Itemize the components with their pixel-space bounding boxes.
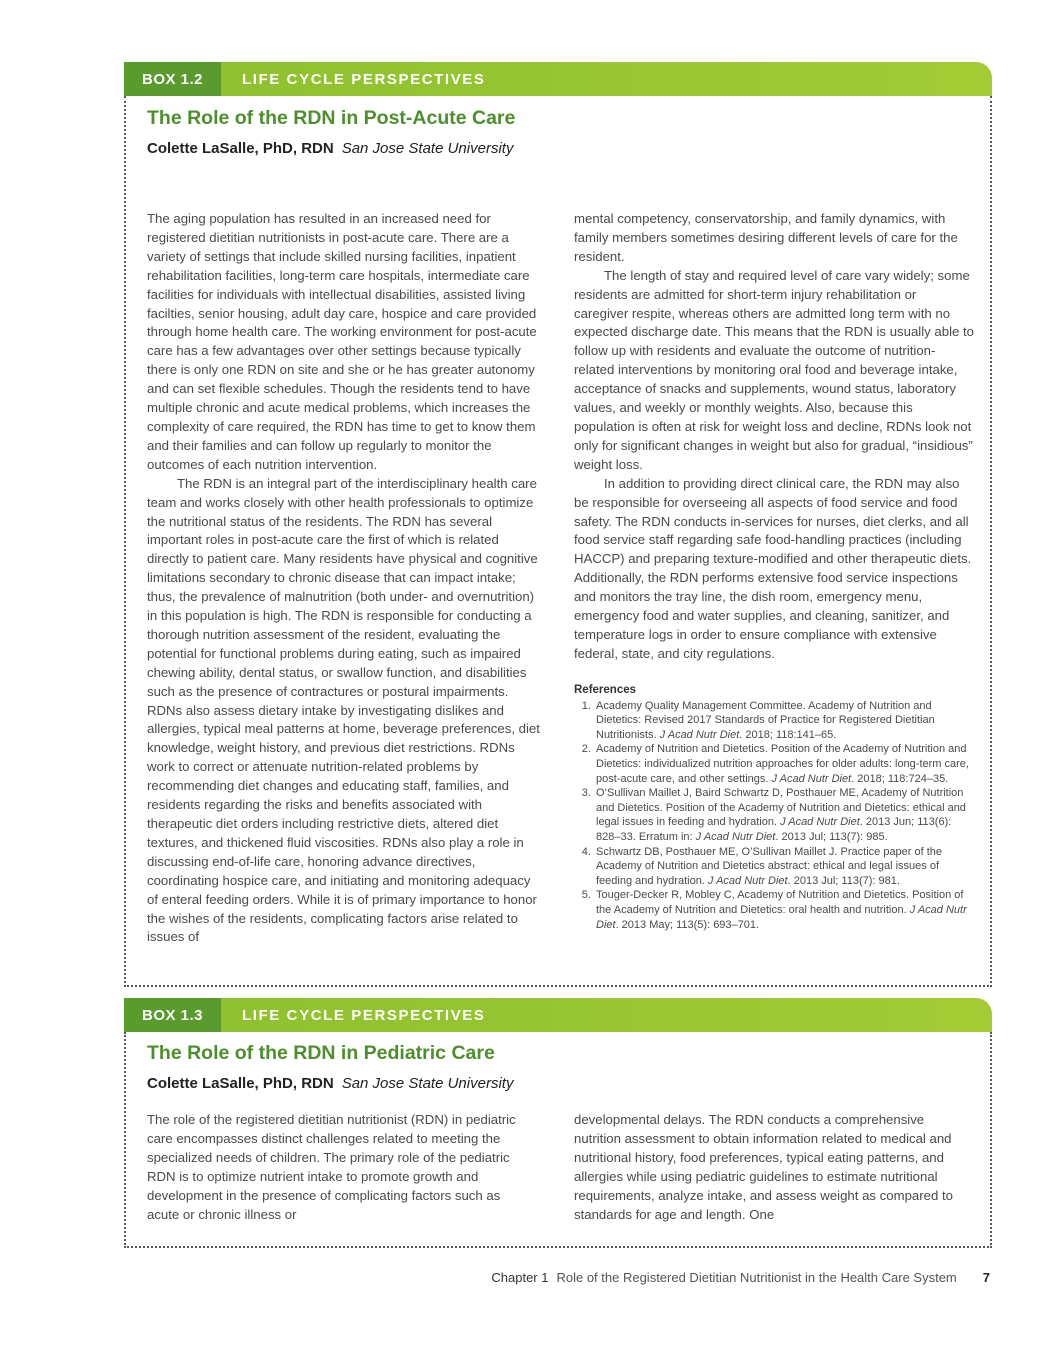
page-footer: [491, 1270, 990, 1285]
box-1-3: [124, 998, 992, 1248]
chapter-label: Chapter 1: [491, 1270, 549, 1285]
reference-item: 5. Touger-Decker R, Mobley C, Academy of Nutrition and Dietetics. Position of the Academy of Nutrition and Dietetics: oral health and nutrition. J Acad Nutr Diet. 2013 May; 113(5): 693–701.: [594, 888, 974, 932]
left-column: [147, 1111, 519, 1224]
box-number: BOX 1.3: [124, 998, 221, 1032]
box-title: The Role of the RDN in Pediatric Care: [147, 1042, 495, 1064]
box-body: [124, 1032, 992, 1248]
left-column: [147, 210, 544, 947]
paragraph: The RDN is an integral part of the interdisciplinary health care team and works closely with other health professionals to optimize the nutritional status of the residents. The RDN has several important roles in post-acute care the first of which is related directly to patient care. Many residents have physical and cognitive limitations secondary to chronic disease that can impact intake; thus, the prevalence of malnutrition (both under- and overnutrition) in this population is high. The RDN is responsible for conducting a thorough nutrition assessment of the resident, evaluating the potential for functional problems during eating, such as impaired chewing ability, dental status, or swallow function, and disabilities such as the presence of contractures or postural impairments. RDNs also assess dietary intake by investigating dislikes and allergies, typical meal patterns at home, beverage preferences, diet knowledge, weight history, and previous diet restrictions. RDNs work to correct or attenuate nutrition-related problems by recommending diet changes and educating staff, families, and residents regarding the risks and benefits associated with therapeutic diet orders including restrictive diets, altered diet textures, and thickened fluid viscosities. RDNs also play a role in discussing end-of-life care, honoring advance directives, coordinating hospice care, and initiating and monitoring adequacy of enteral feeding orders. While it is of primary importance to honor the wishes of the residents, complicating factors arise related to issues of: [147, 475, 540, 945]
box-title: The Role of the RDN in Post-Acute Care: [147, 107, 516, 129]
box-author: [147, 1075, 513, 1092]
chapter-title: Role of the Registered Dietitian Nutritionist in the Health Care System: [556, 1270, 957, 1285]
reference-item: 3. O’Sullivan Maillet J, Baird Schwartz D, Posthauer ME, Academy of Nutrition and Dietetics. Position of the Academy of Nutrition and Dietetics: ethical and legal issues in feeding and hydration. J Acad Nutr Diet. 2013 Jun; 113(6): 828–33. Erratum in: J Acad Nutr Diet. 2013 Jul; 113(7): 985.: [594, 786, 974, 844]
references-title: References: [574, 684, 637, 696]
box-number: BOX 1.2: [124, 62, 221, 96]
author-name: Colette LaSalle, PhD, RDN: [147, 140, 334, 157]
box-1-2: [124, 62, 992, 987]
paragraph: The length of stay and required level of care vary widely; some residents are admitted for short-term injury rehabilitation or caregiver respite, whereas others are admitted long term with no expected discharge date. This means that the RDN is usually able to follow up with residents and evaluate the outcome of nutrition-related interventions by monitoring oral food and beverage intake, acceptance of snacks and supplements, wound status, laboratory values, and weekly or monthly weights. Also, because this population is often at risk for weight loss and decline, RDNs look not only for significant changes in weight but also for gradual, “insidious” weight loss.: [574, 267, 974, 472]
box-category-label: LIFE CYCLE PERSPECTIVES: [242, 1007, 486, 1024]
author-institution: San Jose State University: [341, 1075, 514, 1092]
box-author: [147, 140, 513, 157]
paragraph: In addition to providing direct clinical care, the RDN may also be responsible for overseeing all aspects of food service and food safety. The RDN conducts in-services for nurses, diet clerks, and all food service staff regarding safe food-handling practices (including HACCP) and preparing texture-modified and other therapeutic diets. Additionally, the RDN performs extensive food service inspections and monitors the tray line, the dish room, emergency menu, emergency food and water supplies, and cleaning, sanitizer, and temperature logs in order to ensure compliance with extensive federal, state, and city regulations.: [574, 475, 972, 661]
box-category-label: LIFE CYCLE PERSPECTIVES: [242, 71, 486, 88]
author-name: Colette LaSalle, PhD, RDN: [147, 1075, 334, 1092]
reference-item: 2. Academy of Nutrition and Dietetics. Position of the Academy of Nutrition and Dietetics: individualized nutrition approaches for older adults: long-term care, post-acute care, and other settings. J Acad Nutr Diet. 2018; 118:724–35.: [594, 742, 974, 786]
page-number: 7: [982, 1270, 990, 1285]
reference-item: 1. Academy Quality Management Committee. Academy of Nutrition and Dietetics: Revised 2017 Standards of Practice for Registered Dietitian Nutritionists. J Acad Nutr Diet. 2018; 118:141–65.: [594, 699, 974, 743]
reference-list: [574, 699, 974, 933]
box-header: [124, 62, 992, 96]
box-body: [124, 96, 992, 987]
box-header: [124, 998, 992, 1032]
paragraph: mental competency, conservatorship, and family dynamics, with family members sometimes desiring different levels of care for the resident.: [574, 211, 958, 264]
paragraph: The role of the registered dietitian nutritionist (RDN) in pediatric care encompasses distinct challenges related to meeting the specialized needs of children. The primary role of the pediatric RDN is to optimize nutrient intake to promote growth and development in the presence of complicating factors such as acute or chronic illness or: [147, 1112, 516, 1222]
paragraph: developmental delays. The RDN conducts a comprehensive nutrition assessment to obtain information related to medical and nutritional history, food preferences, typical eating patterns, and allergies while using pediatric guidelines to estimate nutritional requirements, analyze intake, and assess weight as compared to standards for age and length. One: [574, 1112, 953, 1222]
paragraph: The aging population has resulted in an increased need for registered dietitian nutritionists in post-acute care. There are a variety of settings that include skilled nursing facilities, inpatient rehabilitation facilities, long-term care hospitals, intermediate care facilities for individuals with intellectual disabilities, assisted living facilties, senior housing, adult day care, hospice and care provided through home health care. The working environment for post-acute care has a few advantages over other settings because typically there is only one RDN on site and she or he has greater autonomy and can set flexible schedules. Though the residents tend to have multiple chronic and acute medical problems, which increases the complexity of care required, the RDN has time to get to know them and their families and can follow up regularly to monitor the outcomes of each nutrition intervention.: [147, 211, 537, 472]
right-column: [574, 210, 974, 664]
author-institution: San Jose State University: [341, 140, 514, 157]
reference-item: 4. Schwartz DB, Posthauer ME, O’Sullivan Maillet J. Practice paper of the Academy of Nutrition and Dietetics abstract: ethical and legal issues of feeding and hydration. J Acad Nutr Diet. 2013 Jul; 113(7): 981.: [594, 845, 974, 889]
references: [574, 683, 974, 932]
right-column: [574, 1111, 974, 1224]
